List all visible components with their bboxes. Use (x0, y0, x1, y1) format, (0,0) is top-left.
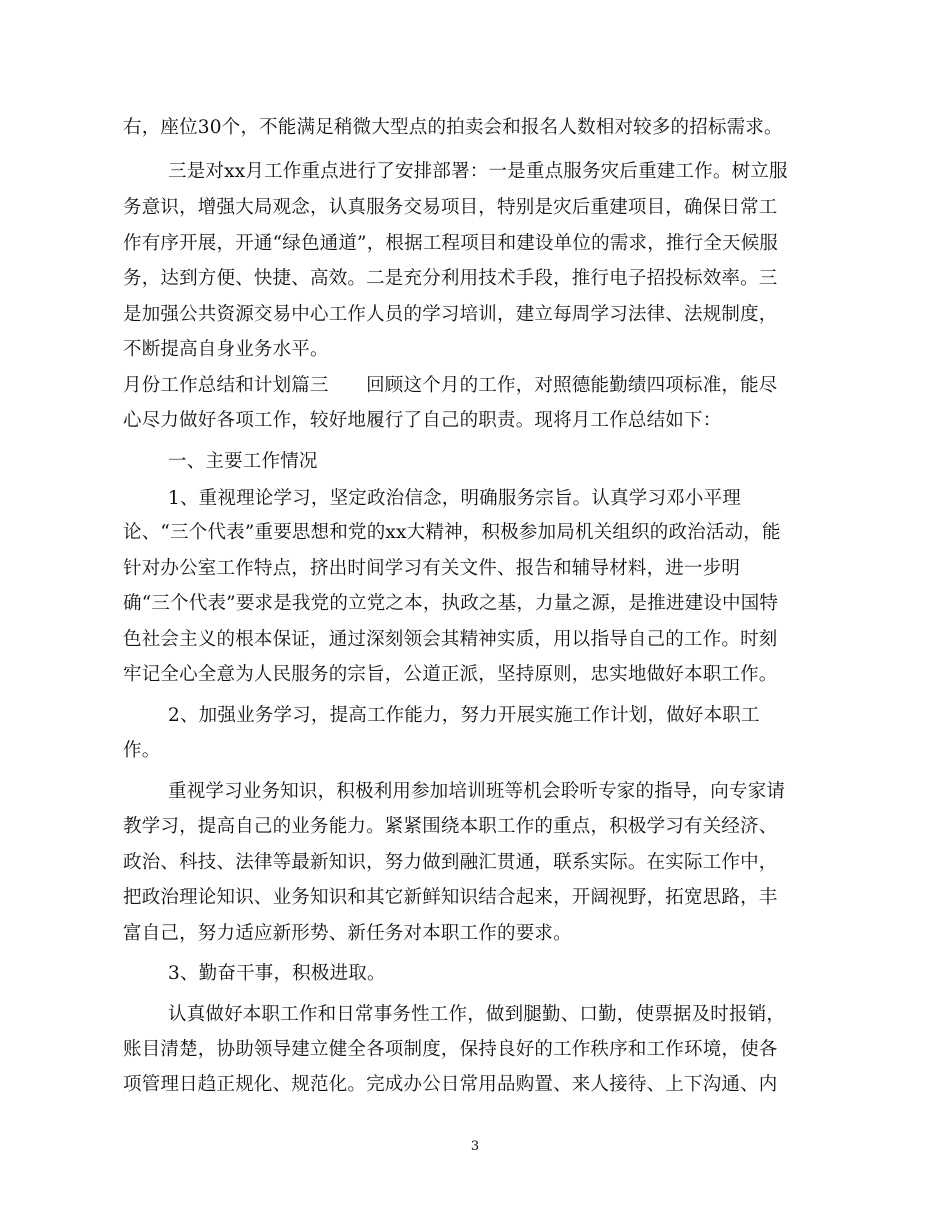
text-line: 作有序开展，开通“绿色通道”，根据工程项目和建设单位的需求，推行全天候服 (123, 233, 779, 254)
text-line: 2、加强业务学习，提高工作能力，努力开展实施工作计划，做好本职工 (168, 705, 760, 726)
text-line: 论、“三个代表”重要思想和党的xx大精神，积极参加局机关组织的政治活动，能 (123, 522, 781, 543)
text-line: 重视学习业务知识，积极利用参加培训班等机会聆听专家的指导，向专家请 (168, 781, 786, 802)
text-line: 牢记全心全意为人民服务的宗旨，公道正派，坚持原则，忠实地做好本职工作。 (123, 664, 778, 685)
text-line: 教学习，提高自己的业务能力。紧紧围绕本职工作的重点，积极学习有关经济、 (123, 816, 778, 837)
text-line: 色社会主义的根本保证，通过深刻领会其精神实质，用以指导自己的工作。时刻 (123, 629, 778, 650)
text-line: 是加强公共资源交易中心工作人员的学习培训，建立每周学习法律、法规制度， (123, 304, 778, 325)
text-line: 确“三个代表”要求是我党的立党之本，执政之基，力量之源，是推进建设中国特 (123, 593, 779, 614)
text-line: 针对办公室工作特点，挤出时间学习有关文件、报告和辅导材料，进一步明 (123, 558, 741, 579)
text-line: 富自己，努力适应新形势、新任务对本职工作的要求。 (123, 923, 572, 944)
text-line: 作。 (123, 740, 161, 761)
text-line: 右，座位30个，不能满足稍微大型点的拍卖会和报名人数相对较多的招标需求。 (123, 117, 783, 138)
text-line: 务意识，增强大局观念，认真服务交易项目，特别是灾后重建项目，确保日常工 (123, 197, 778, 218)
text-line: 务，达到方便、快捷、高效。二是充分利用技术手段，推行电子招投标效率。三 (123, 268, 778, 289)
subheading-line: 一、主要工作情况 (168, 451, 318, 472)
text-line: 1、重视理论学习，坚定政治信念，明确服务宗旨。认真学习邓小平理 (168, 488, 741, 509)
page-number: 3 (470, 1139, 480, 1154)
text-line: 不断提高自身业务水平。 (123, 339, 329, 360)
subheading-line: 3、勤奋干事，积极进取。 (168, 963, 386, 984)
text-line: 政治、科技、法律等最新知识，努力做到融汇贯通，联系实际。在实际工作中， (123, 852, 778, 873)
text-line: 项管理日趋正规化、规范化。完成办公日常用品购置、来人接待、上下沟通、内 (123, 1074, 778, 1095)
text-line: 心尽力做好各项工作，较好地履行了自己的职责。现将月工作总结如下： (123, 410, 722, 431)
text-line: 三是对xx月工作重点进行了安排部署：一是重点服务灾后重建工作。树立服 (168, 161, 788, 182)
text-line: 把政治理论知识、业务知识和其它新鲜知识结合起来，开阔视野，拓宽思路，丰 (123, 887, 778, 908)
text-line: 认真做好本职工作和日常事务性工作，做到腿勤、口勤，使票据及时报销， (168, 1004, 786, 1025)
text-line: 账目清楚，协助领导建立健全各项制度，保持良好的工作秩序和工作环境，使各 (123, 1039, 778, 1060)
section-heading-line: 月份工作总结和计划篇三 回顾这个月的工作，对照德能勤绩四项标准，能尽 (123, 375, 778, 396)
